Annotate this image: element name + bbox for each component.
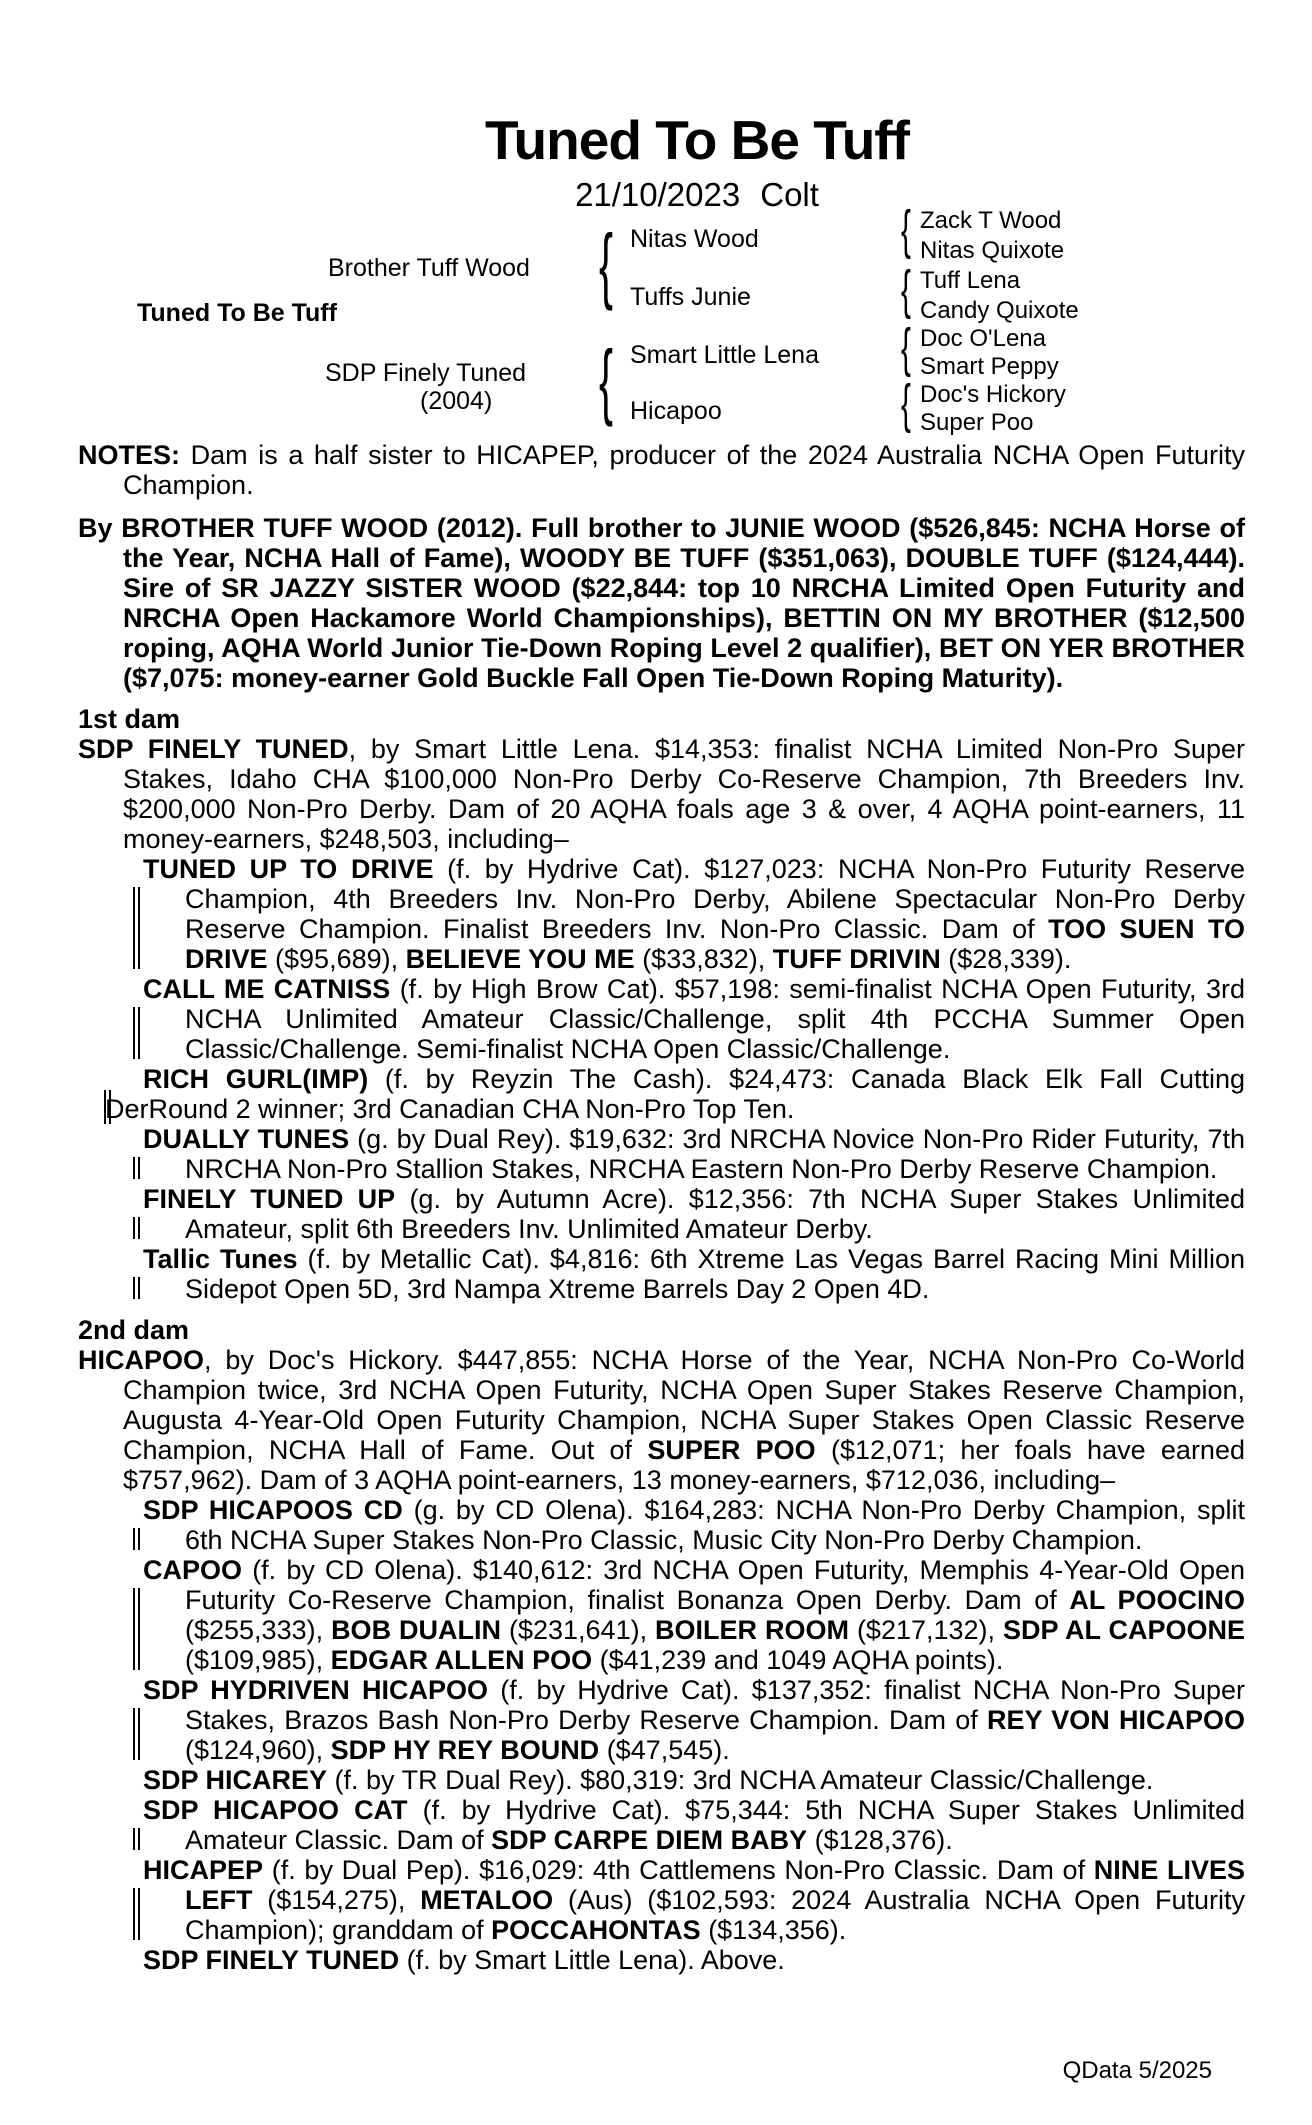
foal-sex: Colt [760,176,819,213]
text-run: Round 2 winner; 3rd Canadian CHA Non-Pro Top Ten. [148,1094,795,1124]
pedigree-dam-sire: Smart Little Lena [630,341,819,369]
page-title: Tuned To Be Tuff [485,109,909,171]
pedigree-grandparent: Candy Quixote [920,297,1079,324]
text-run-bold: SDP HICAPOOS CD [143,1495,403,1525]
pedigree-subject: Tuned To Be Tuff [137,299,337,327]
text-run: (f. by Smart Little Lena). Above. [399,1945,785,1975]
text-run-bold: TUFF DRIVIN [772,944,941,974]
offspring-sdp-finely-tuned [78,1945,1245,1975]
text-run: (f. by TR Dual Rey). $80,319: 3rd NCHA Amateur Classic/Challenge. [327,1765,1154,1795]
text-run-bold: RICH GURL(IMP) [143,1064,369,1094]
pedigree-dam-year: (2004) [420,387,493,415]
text-run-bold: 1st dam [78,704,181,734]
offspring-tuned-up-to-drive [78,854,1245,974]
pedigree-sire-sire: Nitas Wood [630,225,759,253]
brace-icon [901,377,911,431]
pedigree-dam-dam: Hicapoo [630,397,722,425]
second-dam-header [78,1315,1245,1345]
text-run-bold: CALL ME CATNISS [143,974,391,1004]
text-run: , by Smart Little Lena. $14,353: finalist NCHA Limited Non-Pro Super Stakes, Idaho CHA $100,000 Non-Pro Derby Co-Reserve Champion, 7th Breeders Inv. $200,000 Non-Pro Derby. Dam of 20 AQHA foals age 3 & over, 4 AQHA point-earners, 11 money-earners, $248,503, including– [123,734,1245,854]
text-run-bold: BOILER ROOM [655,1615,849,1645]
offspring-dually-tunes [78,1124,1245,1184]
first-dam-header [78,704,1245,734]
offspring-call-me-catniss [78,974,1245,1064]
text-run-bold: DUALLY TUNES [143,1124,350,1154]
text-run: ($217,132), [848,1615,1003,1645]
broken-line-2 [78,1094,1245,1124]
pedigree-dam: SDP Finely Tuned [325,359,527,387]
text-run: (g. by Autumn Acre). $12,356: 7th NCHA Super Stakes Unlimited Amateur, split 6th Breeders Inv. Unlimited Amateur Derby. [185,1184,1245,1244]
text-run: ($28,339). [940,944,1072,974]
text-run: (f. by Dual Pep). $16,029: 4th Cattlemens Non-Pro Classic. Dam of [263,1855,1094,1885]
text-run-bold: HICAPOO [78,1345,205,1375]
text-run: (f. by High Brow Cat). $57,198: semi-finalist NCHA Open Futurity, 3rd NCHA Unlimited Amateur Classic/Challenge, split 4th PCCHA Summer Open Classic/Challenge. Semi-finalist NCHA Open Classic/Challenge. [185,974,1245,1064]
text-run-bold: SDP HICAREY [143,1765,328,1795]
text-run-bold: METALOO [420,1885,554,1915]
text-run: ($95,689), [267,944,406,974]
text-run-bold: SDP HY REY BOUND [330,1735,600,1765]
second-dam-paragraph [78,1345,1245,1495]
by-sire-paragraph [78,513,1245,693]
pedigree-grandparent: Nitas Quixote [920,237,1065,264]
pedigree-sire-dam: Tuffs Junie [630,283,751,311]
text-run-bold: SDP FINELY TUNED [143,1945,400,1975]
text-run: (Aus) ($102,593: 2024 Australia NCHA Open Futurity Champion); granddam of [185,1885,1246,1945]
text-run: (f. by CD Olena). $140,612: 3rd NCHA Open Futurity, Memphis 4-Year-Old Open Futurity Co-Reserve Champion, finalist Bonanza Open Derby. Dam of [185,1555,1245,1615]
overlapped-text: Der [105,1094,149,1124]
text-run: (f. by Metallic Cat). $4,816: 6th Xtreme Las Vegas Barrel Racing Mini Million Sidepot Open 5D, 3rd Nampa Xtreme Barrels Day 2 Open 4D. [185,1244,1245,1304]
catalog-body [78,440,1245,1975]
text-run-bold: REY VON HICAPOO [986,1705,1245,1735]
pedigree-sire: Brother Tuff Wood [328,254,530,282]
text-run: ($154,275), [252,1885,421,1915]
pedigree-grandparent: Doc's Hickory [920,381,1066,408]
offspring-sdp-hicapoos-cd [78,1495,1245,1555]
brace-icon [599,338,613,422]
text-run-bold: HICAPEP [143,1855,264,1885]
text-run: ($231,641), [501,1615,656,1645]
text-run-bold: 2nd dam [78,1315,190,1345]
offspring-sdp-hicarey [78,1765,1245,1795]
text-run: ($12,071; her foals have earned $757,962). Dam of 3 AQHA point-earners, 13 money-earners, $712,036, including– [123,1435,1245,1495]
pedigree-grandparent: Doc O'Lena [920,325,1046,352]
text-run-bold: AL POOCINO [1069,1585,1245,1615]
text-run: ($33,832), [634,944,773,974]
text-run: (f. by Hydrive Cat). $127,023: NCHA Non-Pro Futurity Reserve Champion, 4th Breeders Inv. Non-Pro Derby, Abilene Spectacular Non-Pro Derby Reserve Champion. Finalist Breeders Inv. Non-Pro Classic. Dam of [185,854,1245,944]
brace-icon [901,203,911,257]
offspring-sdp-hydriven-hicapoo [78,1675,1245,1765]
offspring-sdp-hicapoo-cat [78,1795,1245,1855]
foal-date: 21/10/2023 [575,176,741,213]
text-run-bold: SUPER POO [647,1435,816,1465]
pedigree-chart [0,0,1312,470]
text-run-bold: NINE LIVES LEFT [185,1855,1245,1915]
footer-credit: QData 5/2025 [1062,2057,1212,2084]
offspring-rich-gurl [78,1064,1245,1124]
text-run: ($124,960), [185,1735,331,1765]
text-run: (f. by Hydrive Cat). $75,344: 5th NCHA Super Stakes Unlimited Amateur Classic. Dam of [185,1795,1246,1855]
pedigree-grandparent: Zack T Wood [920,207,1062,234]
text-run-bold: SDP HYDRIVEN HICAPOO [143,1675,489,1705]
text-run-bold: SDP FINELY TUNED [78,734,349,764]
text-run-bold: TOO SUEN TO DRIVE [185,914,1245,974]
text-run: Dam is a half sister to HICAPEP, producer of the 2024 Australia NCHA Open Futurity Champion. [123,440,1245,500]
text-run-bold: BELIEVE YOU ME [405,944,635,974]
pedigree-grandparent: Tuff Lena [920,267,1021,294]
text-run-bold: NOTES: [78,440,191,470]
text-run: ($128,376). [807,1825,953,1855]
broken-line-1 [78,1064,1245,1094]
text-run: ($134,356). [700,1915,847,1945]
text-run-bold: By BROTHER TUFF WOOD (2012). Full brother to JUNIE WOOD ($526,845: NCHA Horse of the Year, NCHA Hall of Fame), WOODY BE TUFF ($351,063), DOUBLE TUFF ($124,444). Sire of SR JAZZY SISTER WOOD ($22,844: top 10 NRCHA Limited Open Futurity and NRCHA Open Hackamore World Championships), BETTIN ON MY BROTHER ($12,500 roping, AQHA World Junior Tie-Down Roping Level 2 qualifier), BET ON YER BROTHER ($7,075: money-earner Gold Buckle Fall Open Tie-Down Roping Maturity). [78,513,1245,693]
offspring-finely-tuned-up [78,1184,1245,1244]
text-run: (g. by Dual Rey). $19,632: 3rd NRCHA Novice Non-Pro Rider Futurity, 7th NRCHA Non-Pro Stallion Stakes, NRCHA Eastern Non-Pro Derby Reserve Champion. [185,1124,1245,1184]
text-run-bold: EDGAR ALLEN POO [330,1645,593,1675]
text-run-bold: FINELY TUNED UP [143,1184,396,1214]
text-run-bold: SDP HICAPOO CAT [143,1795,408,1825]
pedigree-grandparent: Super Poo [920,409,1034,436]
text-run-bold: SDP AL CAPOONE [1003,1615,1245,1645]
brace-icon [901,263,911,317]
text-run-bold: Tallic Tunes [143,1244,298,1274]
text-run: , by Doc's Hickory. $447,855: NCHA Horse of the Year, NCHA Non-Pro Co-World Champion twice, 3rd NCHA Open Futurity, NCHA Open Super Stakes Reserve Champion, Augusta 4-Year-Old Open Futurity Champion, NCHA Super Stakes Open Classic Reserve Champion, NCHA Hall of Fame. Out of [123,1345,1245,1465]
pedigree-grandparent: Smart Peppy [920,353,1059,380]
text-run-bold: TUNED UP TO DRIVE [143,854,434,884]
text-run-bold: BOB DUALIN [331,1615,502,1645]
text-run: ($47,545). [599,1735,730,1765]
brace-icon [901,321,911,375]
text-run: (f. by Reyzin The Cash). $24,473: Canada Black Elk Fall Cutting [368,1064,1245,1094]
first-dam-paragraph [78,734,1245,854]
notes-paragraph [78,440,1245,500]
text-run: ($109,985), [185,1645,331,1675]
text-run: ($41,239 and 1049 AQHA points). [592,1645,1004,1675]
text-run-bold: POCCAHONTAS [491,1915,701,1945]
brace-icon [599,222,613,306]
text-run: ($255,333), [185,1615,332,1645]
offspring-hicapep [78,1855,1245,1945]
offspring-capoo [78,1555,1245,1675]
text-run: (f. by Hydrive Cat). $137,352: finalist NCHA Non-Pro Super Stakes, Brazos Bash Non-Pro Derby Reserve Champion. Dam of [185,1675,1245,1735]
text-run-bold: CAPOO [143,1555,243,1585]
offspring-tallic-tunes [78,1244,1245,1304]
text-run-bold: SDP CARPE DIEM BABY [491,1825,808,1855]
text-run: (g. by CD Olena). $164,283: NCHA Non-Pro Derby Champion, split 6th NCHA Super Stakes Non-Pro Classic, Music City Non-Pro Derby Champion. [185,1495,1245,1555]
